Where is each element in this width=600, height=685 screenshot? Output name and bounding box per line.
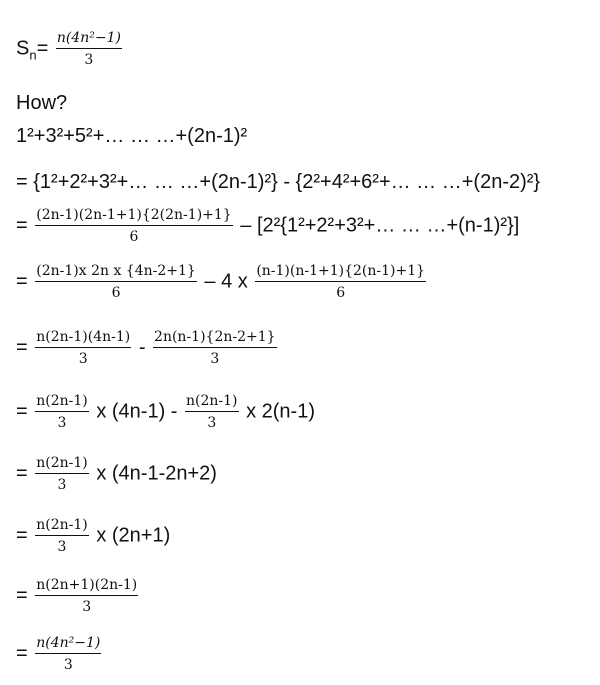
equals-sign: = [16,524,28,547]
series-line: 1²+3²+5²+… … …+(2n-1)² [16,125,248,147]
fraction-2 [185,393,239,431]
denominator: 3 [57,477,67,493]
denominator-2: 3 [207,415,217,431]
numerator-2: (n-1)(n-1+1){2(n-1)+1} [255,263,426,282]
s-subscript: n [29,47,37,63]
operator: x (4n-1) - [96,400,178,423]
s-symbol: S [16,37,30,60]
denominator: 3 [82,599,92,615]
denominator-1: 3 [57,415,67,431]
sn-denominator: 3 [84,52,94,68]
operator: - [138,336,146,359]
denominator: 3 [63,657,73,673]
operator: – 4 x [204,270,248,293]
numerator-1: n(2n-1) [35,393,89,412]
expression-rest: – [2²{1²+2²+3²+… … …+(n-1)²}] [240,214,520,237]
numerator-2: n(2n-1) [185,393,239,412]
denominator-2: 3 [210,351,220,367]
sn-fraction [56,30,122,68]
step-line-10 [16,635,103,673]
fraction-2 [255,263,426,301]
equals-sign: = [16,462,28,485]
equals-sign: = [16,336,28,359]
numerator-1: n(2n-1)(4n-1) [35,329,131,348]
expression-rest: x (2n+1) [96,524,171,547]
fraction [35,207,232,245]
final-fraction [35,635,101,673]
equals-sign: = [16,584,28,607]
denominator: 6 [129,229,139,245]
step-line-5 [16,329,279,367]
equals-sign: = [16,400,28,423]
equals-sign: = [36,37,49,60]
step-line-4 [16,263,428,301]
numerator: n(4n²−1) [35,635,101,654]
step-line-6 [16,393,315,431]
step-line-3 [16,207,519,245]
denominator-1: 3 [78,351,88,367]
fraction [35,517,89,555]
numerator-2: 2n(n-1){2n-2+1} [153,329,277,348]
fraction-2 [153,329,277,367]
sn-formula [16,30,124,68]
sn-numerator: n(4n²−1) [56,30,122,49]
expression-rest: x 2(n-1) [246,400,315,423]
fraction-1 [35,393,89,431]
expression-rest: x (4n-1-2n+2) [96,462,217,485]
step-line-8 [16,517,170,555]
step-line-9 [16,577,140,615]
denominator: 3 [57,539,67,555]
fraction-1 [35,263,197,301]
numerator: n(2n-1) [35,455,89,474]
expansion-line: = {1²+2²+3²+… … …+(2n-1)²} - {2²+4²+6²+… … …+(2n-2)²} [16,171,541,193]
equals-sign: = [16,642,28,665]
numerator: n(2n-1) [35,517,89,536]
numerator-1: (2n-1)x 2n x {4n-2+1} [35,263,197,282]
fraction [35,577,138,615]
equals-sign: = [16,270,28,293]
numerator: n(2n+1)(2n-1) [35,577,138,596]
fraction [35,455,89,493]
how-heading: How? [16,92,68,114]
fraction-1 [35,329,131,367]
denominator-2: 6 [336,285,346,301]
step-line-7 [16,455,217,493]
denominator-1: 6 [111,285,121,301]
numerator: (2n-1)(2n-1+1){2(2n-1)+1} [35,207,232,226]
equals-sign: = [16,214,28,237]
